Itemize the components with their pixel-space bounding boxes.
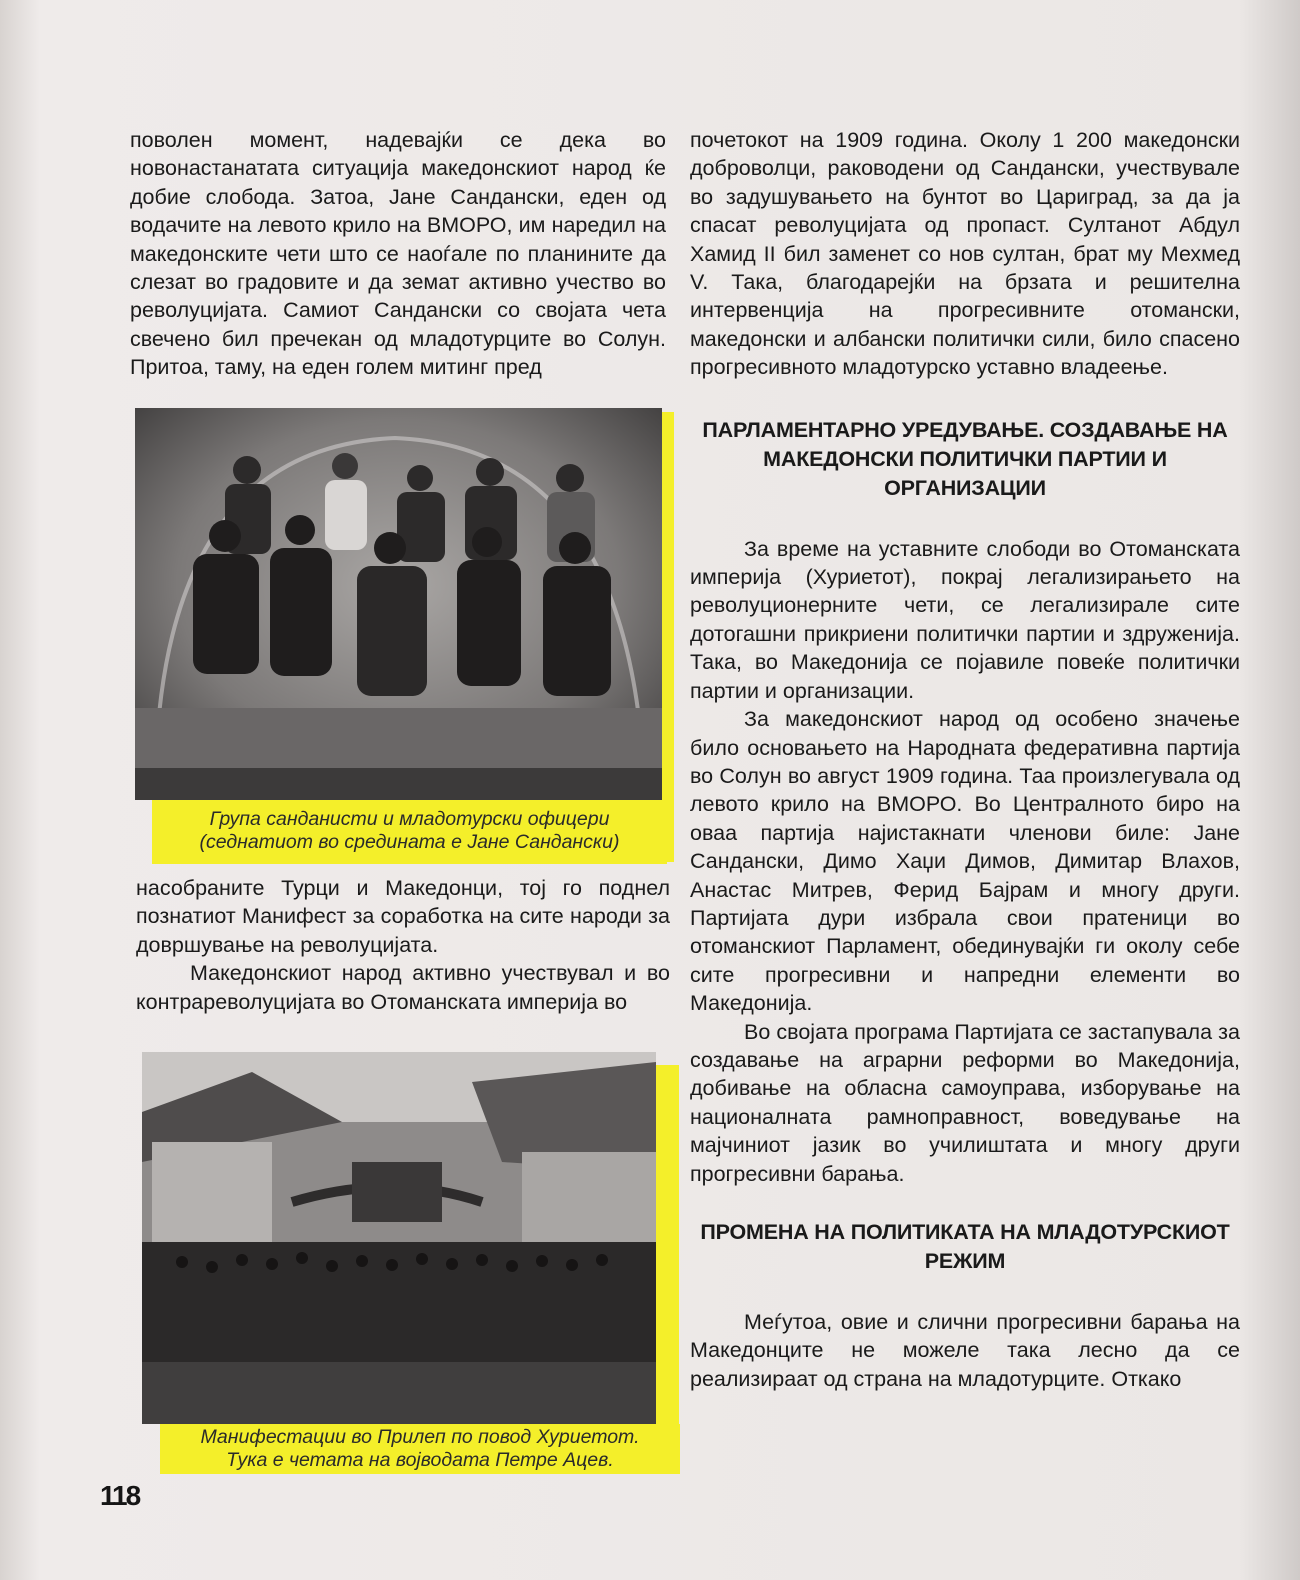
- paragraph: насобраните Турци и Македонци, тој го поднел познатиот Манифест за соработка на сите народи за довршување на револуцијата.: [136, 876, 670, 957]
- caption-line: Тука е четата на војводата Петре Ацев.: [226, 1449, 614, 1471]
- paragraph: почетокот на 1909 година. Околу 1 200 македонски доброволци, раководени од Сандански, учествувале во задушувањето на бунтот во Цариград, за да ја спасат револуцијата од пропаст. Султанот Абдул Хамид II бил заменет со нов султан, брат му Мехмед V. Така, благодарејќи на брзата и решителна интервенција на прогресивните отомански, македонски и албански политички сили, било спасено прогресивното младотурско уставно владеење.: [690, 128, 1240, 380]
- left-column-top: [130, 126, 666, 382]
- figure-caption: [152, 800, 667, 864]
- caption-line: Група сандaнисти и младотурски офицери: [209, 808, 610, 830]
- caption-line: Манифестации во Прилеп по повод Хуриетот.: [200, 1426, 640, 1448]
- paragraph: Меѓутоа, овие и слични прогресивни барања на Македонците не можеле така лесно да се реализираат од страна на младотурците. Откако: [690, 1310, 1240, 1391]
- section-heading: ПАРЛАМЕНТАРНО УРЕДУВАЊЕ. СОЗДАВАЊЕ НА МАКЕДОНСКИ ПОЛИТИЧКИ ПАРТИИ И ОРГАНИЗАЦИИ: [702, 417, 1228, 500]
- manifestation-photo-prilep: [142, 1052, 656, 1424]
- paragraph: За македонскиот народ од особено значење било основањето на Народната федеративна партија во Солун во август 1909 година. Таа произлегувала од левото крило на ВМОРО. Во Централното биро на оваа партија најистакнати членови биле: Јане Сандански, Димо Хаџи Димов, Димитар Влахов, Анастас Митрев, Ферид Бајрам и многу други. Партијата дури избрала свои пратеници во отоманскиот Парламент, обединувајќи ги околу себе сите прогресивни и напредни елементи во Македонија.: [690, 707, 1240, 1016]
- page-number: 118: [100, 1480, 140, 1511]
- figure-caption: [160, 1424, 680, 1474]
- yellow-accent-bar: [655, 1065, 679, 1445]
- paragraph: Македонскиот народ активно учествувал и во контрареволуцијата во Отоманската империја во: [136, 961, 670, 1014]
- right-column: [690, 126, 1240, 1393]
- paragraph: Во својата програма Партијата се застапувала за создавање на аграрни реформи во Македонија, добивање на обласна самоуправа, изборување на националната рамноправност, воведување на мајчиниот јазик во училиштата и многу други прогресивни барања.: [690, 1019, 1240, 1186]
- group-photo-sandanisti: [135, 408, 662, 800]
- caption-line: (седнатиот во средината е Јане Сандански): [199, 831, 620, 853]
- photo-illustration: [135, 408, 662, 800]
- paragraph: поволен момент, надевајќи се дека во новонастанатата ситуација македонскиот народ ќе добие слобода. Затоа, Јане Сандански, еден од водачите на левото крило на ВМОРО, им наредил на македонските чети што се наоѓале по планините да слезат во градовите и да земат активно учество во револуцијата. Самиот Сандански со својата чета свечено бил пречекан од младотурците во Солун. Притоа, таму, на еден голем митинг пред: [130, 128, 666, 380]
- left-column-bottom: [136, 874, 670, 1016]
- paragraph: За време на уставните слободи во Отоманската империја (Хуриетот), покрај легализирањето на револуционерните чети, се легализирале сите дотогашни прикриени политички партии и здруженија. Така, во Македонија се појавиле повеќе политички партии и организации.: [690, 536, 1240, 703]
- section-heading: ПРОМЕНА НА ПОЛИТИКАТА НА МЛАДОТУРСКИОТ РЕЖИМ: [700, 1220, 1230, 1273]
- yellow-accent-bar: [660, 412, 674, 862]
- photo-illustration: [142, 1052, 656, 1424]
